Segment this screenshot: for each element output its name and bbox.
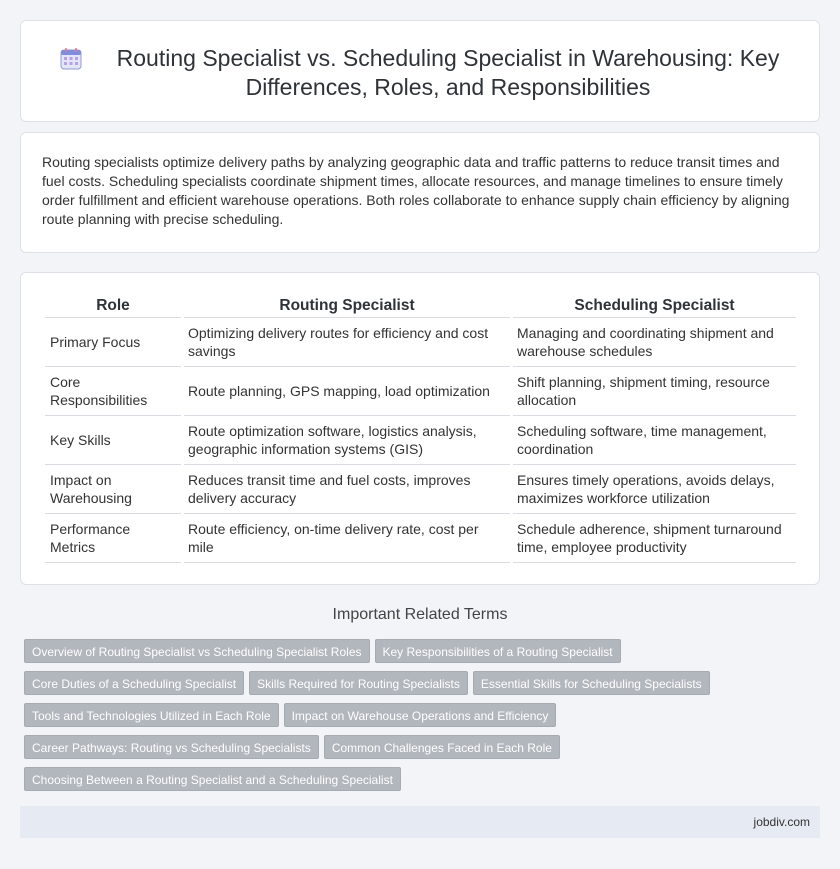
calendar-icon <box>59 47 83 71</box>
scheduling-cell: Shift planning, shipment timing, resource allocation <box>513 367 796 416</box>
related-term-tag[interactable]: Skills Required for Routing Specialists <box>249 671 468 695</box>
intro-card <box>20 132 820 253</box>
related-term-tag[interactable]: Core Duties of a Scheduling Specialist <box>24 671 244 695</box>
routing-cell: Route planning, GPS mapping, load optimization <box>184 367 510 416</box>
routing-cell: Route optimization software, logistics analysis, geographic information systems (GIS) <box>184 416 510 465</box>
related-term-tag[interactable]: Essential Skills for Scheduling Specialists <box>473 671 710 695</box>
footer-site-link[interactable]: jobdiv.com <box>753 815 810 829</box>
header-routing: Routing Specialist <box>184 295 510 318</box>
scheduling-cell: Schedule adherence, shipment turnaround time, employee productivity <box>513 514 796 563</box>
routing-cell: Route efficiency, on-time delivery rate, cost per mile <box>184 514 510 563</box>
comparison-table <box>42 295 799 563</box>
page-title: Routing Specialist vs. Scheduling Specialist in Warehousing: Key Differences, Roles, and Responsibilities <box>116 45 780 100</box>
routing-cell: Reduces transit time and fuel costs, improves delivery accuracy <box>184 465 510 514</box>
table-row <box>45 367 796 416</box>
role-cell: Performance Metrics <box>45 514 181 563</box>
footer <box>20 806 820 838</box>
table-header-row <box>45 295 796 318</box>
table-row <box>45 416 796 465</box>
role-cell: Key Skills <box>45 416 181 465</box>
table-row <box>45 465 796 514</box>
related-term-tag[interactable]: Key Responsibilities of a Routing Specialist <box>375 639 621 663</box>
related-term-tag[interactable]: Tools and Technologies Utilized in Each Role <box>24 703 279 727</box>
comparison-table-card <box>20 272 820 585</box>
header-scheduling: Scheduling Specialist <box>513 295 796 318</box>
related-term-tag[interactable]: Career Pathways: Routing vs Scheduling Specialists <box>24 735 319 759</box>
header-card <box>20 20 820 122</box>
header-role: Role <box>45 295 181 318</box>
related-terms-title: Important Related Terms <box>332 606 508 623</box>
related-term-tag[interactable]: Common Challenges Faced in Each Role <box>324 735 560 759</box>
scheduling-cell: Scheduling software, time management, coordination <box>513 416 796 465</box>
related-term-tag[interactable]: Choosing Between a Routing Specialist and a Scheduling Specialist <box>24 767 401 791</box>
scheduling-cell: Ensures timely operations, avoids delays, maximizes workforce utilization <box>513 465 796 514</box>
role-cell: Primary Focus <box>45 318 181 367</box>
routing-cell: Optimizing delivery routes for efficiency and cost savings <box>184 318 510 367</box>
related-term-tag[interactable]: Overview of Routing Specialist vs Scheduling Specialist Roles <box>24 639 370 663</box>
related-terms-list <box>24 639 816 799</box>
table-row <box>45 318 796 367</box>
role-cell: Impact on Warehousing <box>45 465 181 514</box>
scheduling-cell: Managing and coordinating shipment and warehouse schedules <box>513 318 796 367</box>
role-cell: Core Responsibilities <box>45 367 181 416</box>
related-term-tag[interactable]: Impact on Warehouse Operations and Efficiency <box>284 703 557 727</box>
table-row <box>45 514 796 563</box>
intro-text: Routing specialists optimize delivery paths by analyzing geographic data and traffic patterns to reduce transit times and fuel costs. Scheduling specialists coordinate shipment times, allocate resources, and manage timelines to ensure timely order fulfillment and efficient warehouse operations. Both roles collaborate to enhance supply chain efficiency by aligning route planning with precise scheduling. <box>42 154 790 227</box>
